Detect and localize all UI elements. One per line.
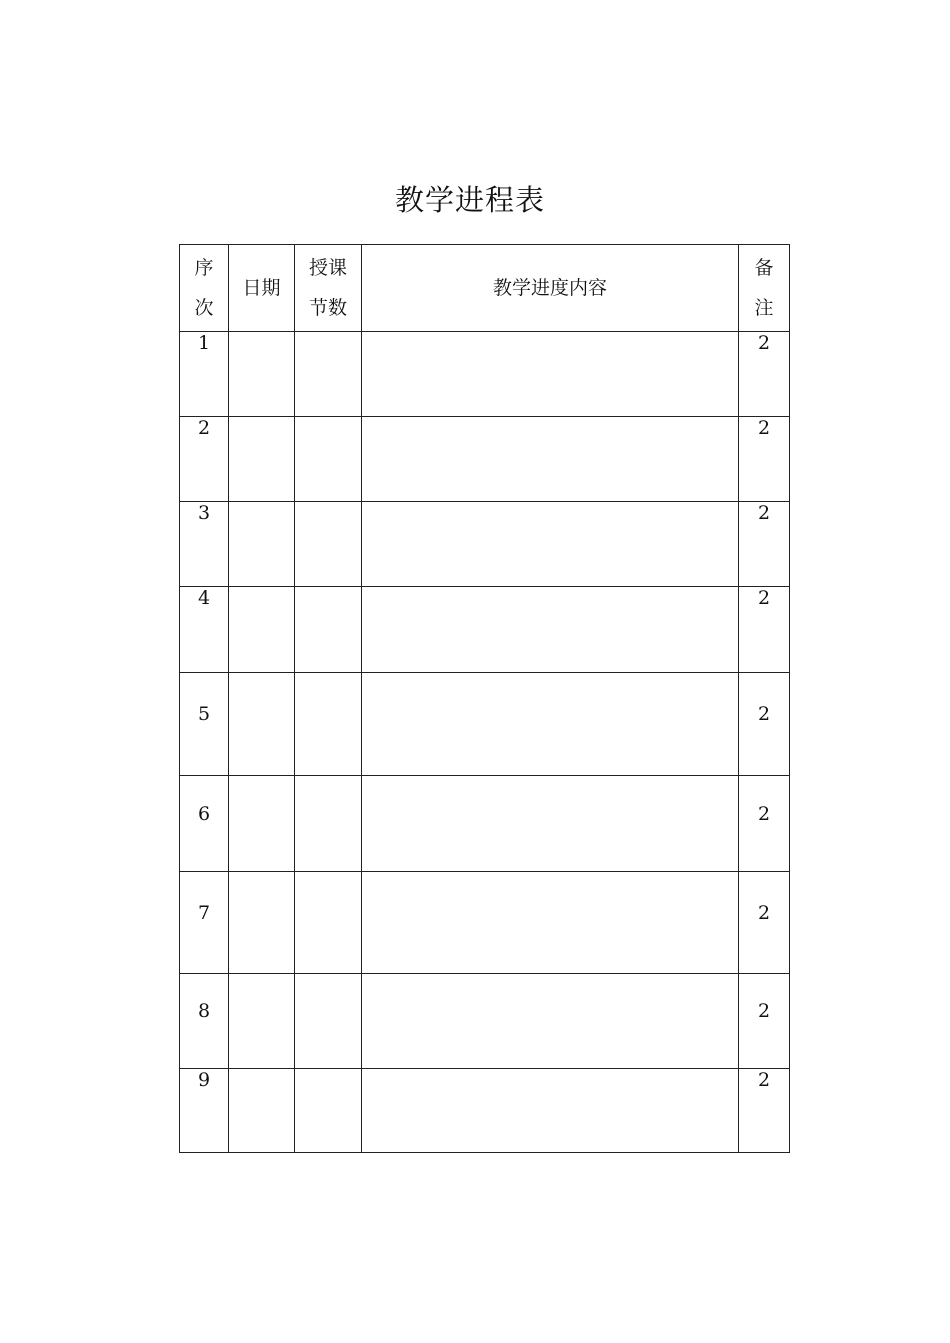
cell-content [362,587,739,673]
cell-content [362,332,739,417]
cell-date [229,776,295,872]
cell-remark: 2 [739,332,790,417]
cell-periods [295,1069,362,1153]
cell-periods [295,417,362,502]
table-row [180,417,790,502]
cell-remark: 2 [739,673,790,776]
cell-remark: 2 [739,417,790,502]
cell-remark: 2 [739,974,790,1069]
cell-seq: 5 [180,673,229,776]
header-content: 教学进度内容 [362,245,739,332]
cell-remark: 2 [739,502,790,587]
cell-periods [295,776,362,872]
cell-seq: 4 [180,587,229,673]
table-row [180,673,790,776]
table-row [180,776,790,872]
cell-periods [295,587,362,673]
cell-periods [295,974,362,1069]
cell-date [229,1069,295,1153]
cell-periods [295,872,362,974]
cell-remark: 2 [739,1069,790,1153]
teaching-progress-table [179,244,790,1153]
cell-content [362,673,739,776]
cell-content [362,776,739,872]
cell-date [229,417,295,502]
cell-content [362,417,739,502]
cell-periods [295,332,362,417]
cell-seq: 9 [180,1069,229,1153]
cell-date [229,673,295,776]
table-header-row [180,245,790,332]
table-row [180,974,790,1069]
cell-seq: 8 [180,974,229,1069]
header-date: 日期 [229,245,295,332]
table-row [180,1069,790,1153]
cell-seq: 3 [180,502,229,587]
cell-periods [295,673,362,776]
cell-periods [295,502,362,587]
cell-remark: 2 [739,872,790,974]
header-seq: 序次 [180,245,229,332]
header-periods: 授课节数 [295,245,362,332]
cell-content [362,974,739,1069]
cell-seq: 7 [180,872,229,974]
cell-date [229,974,295,1069]
cell-content [362,872,739,974]
table-row [180,332,790,417]
cell-remark: 2 [739,587,790,673]
table-row [180,502,790,587]
table-row [180,587,790,673]
cell-content [362,502,739,587]
table-row [180,872,790,974]
cell-seq: 1 [180,332,229,417]
cell-date [229,872,295,974]
cell-date [229,332,295,417]
cell-seq: 2 [180,417,229,502]
cell-date [229,587,295,673]
header-remark: 备注 [739,245,790,332]
cell-remark: 2 [739,776,790,872]
cell-date [229,502,295,587]
cell-seq: 6 [180,776,229,872]
page-title: 教学进程表 [394,183,545,217]
cell-content [362,1069,739,1153]
